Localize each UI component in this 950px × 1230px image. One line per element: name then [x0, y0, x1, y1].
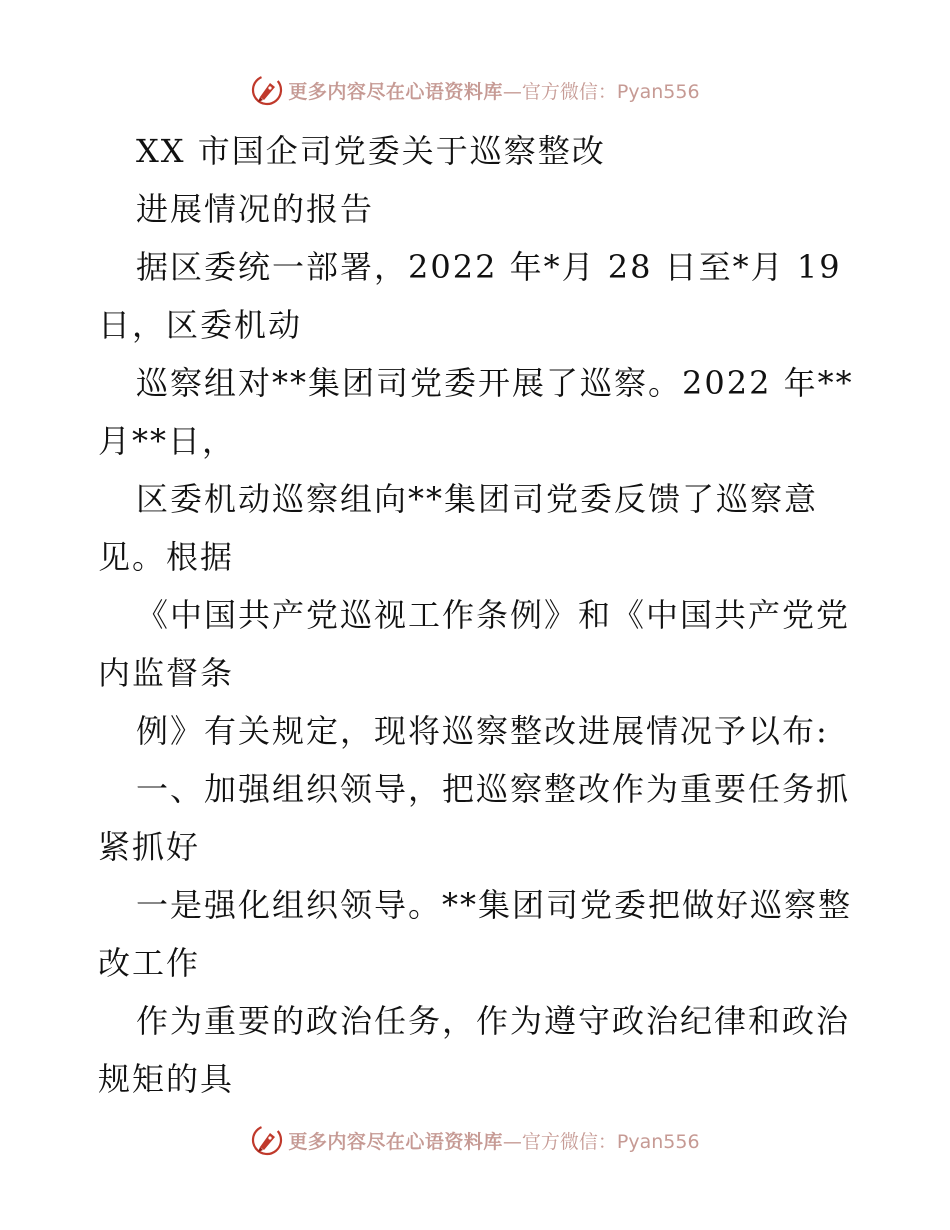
text-line: 一是强化组织领导。**集团司党委把做好巡察整 — [136, 886, 853, 924]
footer-watermark-banner — [0, 1120, 950, 1160]
text-line: 进展情况的报告 — [136, 190, 375, 228]
pen-nib-logo-icon — [250, 1123, 284, 1157]
watermark-main-text: 更多内容尽在心语资料库 — [288, 80, 503, 103]
text-line: 一、加强组织领导，把巡察整改作为重要任务抓 — [136, 770, 851, 808]
text-line: 日，区委机动 — [98, 306, 303, 344]
text-line: 例》有关规定，现将巡察整改进展情况予以布: — [136, 712, 829, 750]
text-line: 内监督条 — [98, 654, 235, 692]
text-line: XX 市国企司党委关于巡察整改 — [136, 132, 606, 170]
header-watermark-banner — [0, 70, 950, 110]
document-body — [98, 122, 858, 1108]
text-line: 据区委统一部署，2022 年*月 28 日至*月 19 — [136, 248, 842, 286]
text-line: 作为重要的政治任务，作为遵守政治纪律和政治 — [136, 1002, 851, 1040]
text-line: 月**日， — [98, 422, 237, 460]
text-line: 巡察组对**集团司党委开展了巡察。2022 年** — [136, 364, 854, 402]
watermark-contact-text: —官方微信：Pyan556 — [502, 1130, 700, 1153]
text-line: 区委机动巡察组向**集团司党委反馈了巡察意 — [136, 480, 819, 518]
text-line: 《中国共产党巡视工作条例》和《中国共产党党 — [136, 596, 851, 634]
text-line: 规矩的具 — [98, 1060, 235, 1098]
text-line: 改工作 — [98, 944, 201, 982]
text-line: 紧抓好 — [98, 828, 201, 866]
pen-nib-logo-icon — [250, 73, 284, 107]
watermark-main-text: 更多内容尽在心语资料库 — [288, 1130, 503, 1153]
watermark-contact-text: —官方微信：Pyan556 — [502, 80, 700, 103]
text-line: 见。根据 — [98, 538, 235, 576]
